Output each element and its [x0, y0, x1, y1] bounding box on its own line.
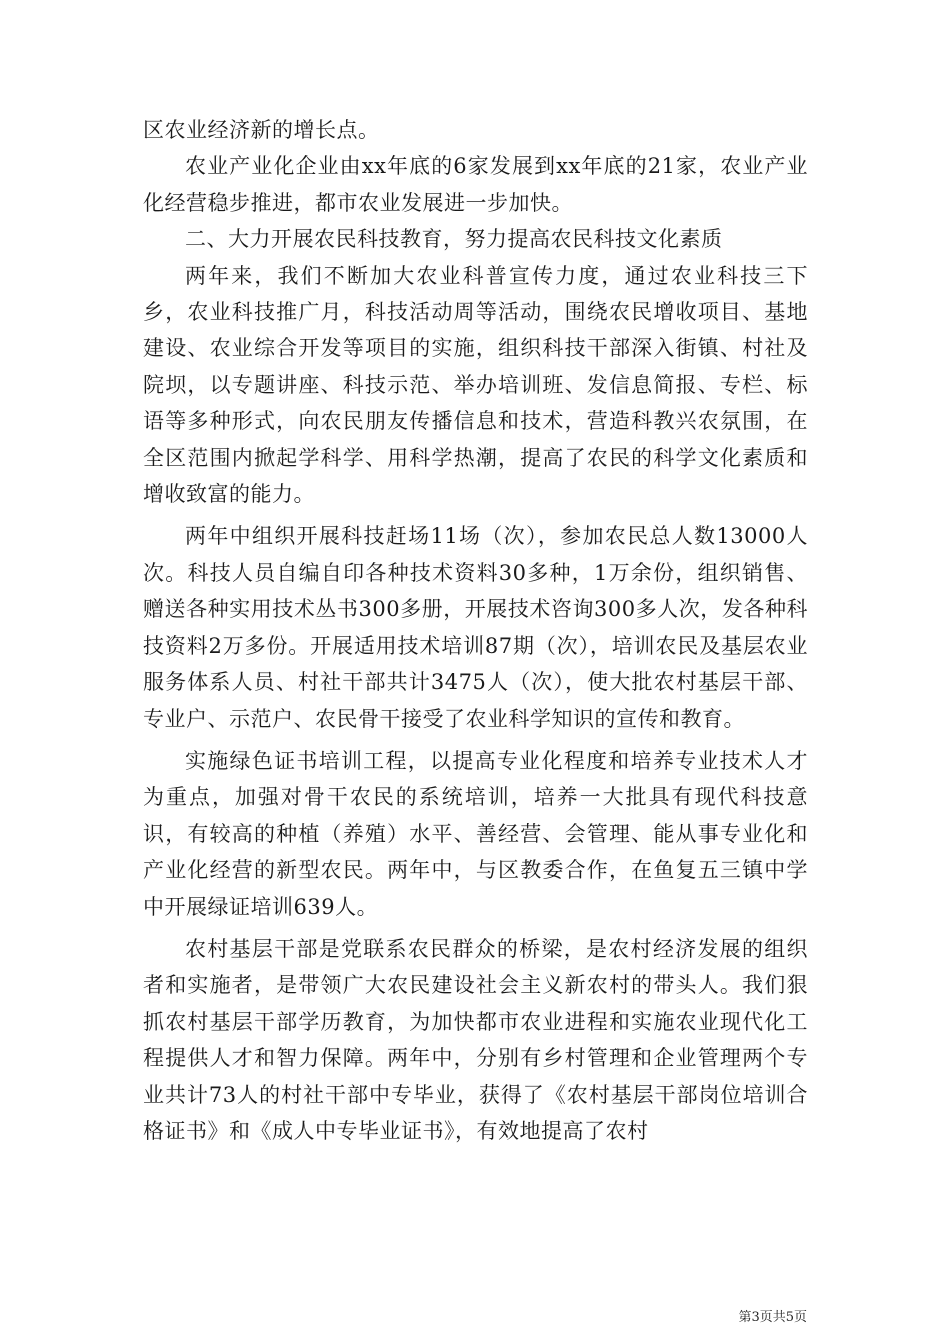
- document-body: [143, 112, 808, 1149]
- section-heading: 二、大力开展农民科技教育，努力提高农民科技文化素质: [185, 227, 723, 252]
- paragraph-cadre-education: 农村基层干部是党联系农民群众的桥梁，是农村经济发展的组织者和实施者，是带领广大农民建设社会主义新农村的带头人。我们狠抓农村基层干部学历教育，为加快都市农业进程和实施农业现代化工程提供人才和智力保障。两年中，分别有乡村管理和企业管理两个专业共计73人的村社干部中专毕业，获得了《农村基层干部岗位培训合格证书》和《成人中专毕业证书》，有效地提高了农村: [143, 936, 808, 1143]
- paragraph-science-outreach: 两年来，我们不断加大农业科普宣传力度，通过农业科技三下乡，农业科技推广月，科技活动周等活动，围绕农民增收项目、基地建设、农业综合开发等项目的实施，组织科技干部深入街镇、村社及院坝，以专题讲座、科技示范、举办培训班、发信息简报、专栏、标语等多种形式，向农民朋友传播信息和技术，营造科教兴农氛围，在全区范围内掀起学科学、用科学热潮，提高了农民的科学文化素质和增收致富的能力。: [143, 263, 808, 507]
- paragraph-training-stats: 两年中组织开展科技赶场11场（次），参加农民总人数13000人次。科技人员自编自印各种技术资料30多种，1万余份，组织销售、赠送各种实用技术丛书300多册，开展技术咨询300多人次，发各种科技资料2万多份。开展适用技术培训87期（次），培训农民及基层农业服务体系人员、村社干部共计3475人（次），使大批农村基层干部、专业户、示范户、农民骨干接受了农业科学知识的宣传和教育。: [143, 524, 808, 731]
- paragraph-industrialization: 农业产业化企业由xx年底的6家发展到xx年底的21家，农业产业化经营稳步推进，都市农业发展进一步加快。: [143, 154, 808, 215]
- page-number: 第3页共5页: [738, 1310, 807, 1325]
- paragraph-green-certificate: 实施绿色证书培训工程，以提高专业化程度和培养专业技术人才为重点，加强对骨干农民的系统培训，培养一大批具有现代科技意识，有较高的种植（养殖）水平、善经营、会管理、能从事专业化和产业化经营的新型农民。两年中，与区教委合作，在鱼复五三镇中学中开展绿证培训639人。: [143, 748, 808, 919]
- paragraph-continuation: 区农业经济新的增长点。: [143, 118, 380, 142]
